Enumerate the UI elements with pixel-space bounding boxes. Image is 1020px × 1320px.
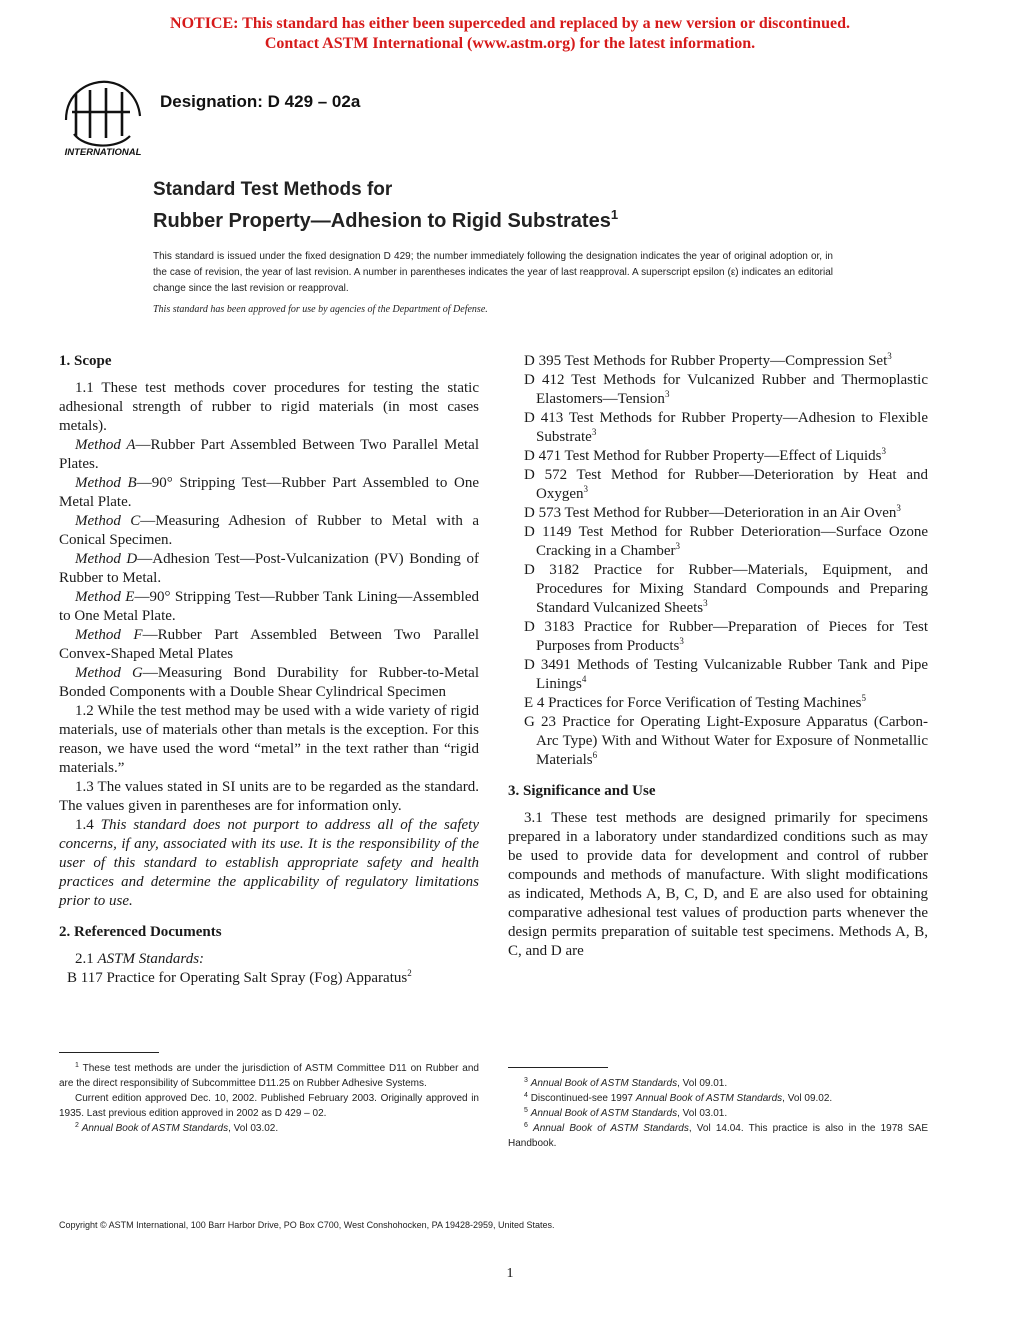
method-c: Method C—Measuring Adhesion of Rubber to Metal with a Conical Specimen. bbox=[59, 513, 479, 548]
method-f: Method F—Rubber Part Assembled Between Two Parallel Convex-Shaped Metal Plates bbox=[59, 627, 480, 662]
method-d-name: Method D bbox=[75, 551, 138, 567]
footnote-1-edition: Current edition approved Dec. 10, 2002. Published February 2003. Originally approved in 1935. Last previous edition approved in 2002 as D 429 – 02. bbox=[59, 1093, 479, 1119]
reference-item: D 1149 Test Method for Rubber Deterioration—Surface Ozone Cracking in a Chamber$^3$ bbox=[524, 524, 928, 559]
reference-item: D 395 Test Methods for Rubber Property—Compression Set$^3$ bbox=[524, 351, 892, 369]
method-f-name: Method F bbox=[75, 627, 143, 643]
notice-line-2: Contact ASTM International (www.astm.org) for the latest information. bbox=[264, 35, 756, 52]
issuance-note: This standard is issued under the fixed designation D 429; the number immediately following the designation indicates the year of original adoption or, in the case of revision, the year of last revision. A number in parentheses indicates the year of last reapproval. A superscript epsilon (ε) indicates an editorial change since the last revision or reapproval. bbox=[153, 251, 833, 294]
reference-item: D 3182 Practice for Rubber—Materials, Equipment, and Procedures for Mixing Standard Compounds and Preparing Standard Vulcanized Sheets$^3$ bbox=[524, 562, 928, 616]
safety-caveat: This standard does not purport to address all of the safety concerns, if any, associated with its use. It is the responsibility of the user of this standard to establish appropriate safety and health practices and determine the applicability of regulatory limitations prior to use. bbox=[59, 817, 480, 909]
method-a: Method A—Rubber Part Assembled Between Two Parallel Metal Plates. bbox=[59, 437, 479, 472]
footnotes-right bbox=[508, 1076, 928, 1151]
discontinued-notice bbox=[0, 14, 1020, 54]
reference-item: D 573 Test Method for Rubber—Deterioration in an Air Oven$^3$ bbox=[524, 503, 901, 521]
reference-item: D 3183 Practice for Rubber—Preparation of Pieces for Test Purposes from Products$^3$ bbox=[524, 619, 928, 654]
reference-item: D 471 Test Method for Rubber Property—Effect of Liquids$^3$ bbox=[524, 446, 887, 464]
reference-item: D 413 Test Methods for Rubber Property—Adhesion to Flexible Substrate$^3$ bbox=[524, 410, 928, 445]
footnote-4: $^4$ Discontinued-see 1997 Annual Book of ASTM Standards, Vol 09.02. bbox=[524, 1092, 833, 1104]
reference-list bbox=[508, 352, 928, 770]
method-d: Method D—Adhesion Test—Post-Vulcanization (PV) Bonding of Rubber to Metal. bbox=[59, 551, 479, 586]
paragraph-1-4: 1.4 This standard does not purport to address all of the safety concerns, if any, associated with its use. It is the responsibility of the user of this standard to establish appropriate safety and health practices and determine the applicability of regulatory limitations prior to use. bbox=[59, 817, 480, 909]
method-g-name: Method G bbox=[75, 665, 143, 681]
method-e: Method E—90° Stripping Test—Rubber Tank Lining—Assembled to One Metal Plate. bbox=[59, 589, 479, 624]
footnote-5: $^5$ Annual Book of ASTM Standards, Vol 03.01. bbox=[524, 1107, 728, 1119]
section-heading-referenced-documents: 2. Referenced Documents bbox=[59, 924, 222, 940]
reference-item: E 4 Practices for Force Verification of Testing Machines$^5$ bbox=[524, 693, 866, 711]
paragraph-3-1: 3.1 These test methods are designed primarily for specimens prepared in a laboratory under standardized conditions such as may be used to provide data for development and control of rubber compounds and methods of manufacture. With slight modifications as indicated, Methods A, B, C, D, and E are also used for obtaining comparative adhesional test values of production parts whenever the design permits preparation of suitable test specimens. Methods A, B, C, and D are bbox=[508, 810, 928, 959]
footnote-rule-left bbox=[59, 1052, 159, 1053]
footnote-6: $^6$ Annual Book of ASTM Standards, Vol 14.04. This practice is also in the 1978 SAE Handbook. bbox=[508, 1122, 928, 1149]
footnotes-left bbox=[59, 1061, 479, 1136]
astm-logo bbox=[60, 76, 146, 156]
method-c-name: Method C bbox=[75, 513, 141, 529]
paragraph-1-3: 1.3 The values stated in SI units are to be regarded as the standard. The values given in parentheses are for information only. bbox=[59, 779, 479, 814]
title-footnote-marker: 1 bbox=[610, 207, 619, 222]
method-b: Method B—90° Stripping Test—Rubber Part Assembled to One Metal Plate. bbox=[59, 475, 480, 510]
method-b-name: Method B bbox=[75, 475, 137, 491]
title-line-2: Rubber Property—Adhesion to Rigid Substrates bbox=[153, 210, 611, 232]
footnote-3: $^3$ Annual Book of ASTM Standards, Vol 09.01. bbox=[524, 1077, 728, 1089]
footnote-2: $^2$ Annual Book of ASTM Standards, Vol 03.02. bbox=[75, 1122, 279, 1134]
section-heading-scope: 1. Scope bbox=[59, 353, 112, 369]
page-number: 1 bbox=[506, 1266, 514, 1281]
left-column bbox=[59, 352, 479, 988]
dod-approval-note: This standard has been approved for use by agencies of the Department of Defense. bbox=[153, 304, 488, 315]
reference-item: G 23 Practice for Operating Light-Exposure Apparatus (Carbon-Arc Type) With and Without Water for Exposure of Nonmetallic Materials$^6$ bbox=[524, 714, 928, 768]
reference-item: D 412 Test Methods for Vulcanized Rubber and Thermoplastic Elastomers—Tension$^3$ bbox=[524, 372, 928, 407]
method-e-name: Method E bbox=[75, 589, 135, 605]
section-heading-significance: 3. Significance and Use bbox=[508, 783, 656, 799]
method-a-name: Method A bbox=[75, 437, 136, 453]
reference-item: D 3491 Methods of Testing Vulcanizable Rubber Tank and Pipe Linings$^4$ bbox=[524, 657, 928, 692]
footnote-rule-right bbox=[508, 1067, 608, 1068]
paragraph-1-2: 1.2 While the test method may be used with a wide variety of rigid materials, use of materials other than metals is the exception. For this reason, we have used the word “metal” in the text rather than “rigid materials.” bbox=[59, 703, 479, 776]
method-g: Method G—Measuring Bond Durability for Rubber-to-Metal Bonded Components with a Double Shear Cylindrical Specimen bbox=[59, 665, 479, 700]
logo-caption: INTERNATIONAL bbox=[64, 147, 142, 156]
reference-item: D 572 Test Method for Rubber—Deterioration by Heat and Oxygen$^3$ bbox=[524, 467, 928, 502]
footnote-1: $^1$ These test methods are under the jurisdiction of ASTM Committee D11 on Rubber and are the direct responsibility of Subcommittee D11.25 on Rubber Adhesive Systems. bbox=[59, 1062, 479, 1089]
designation: Designation: D 429 – 02a bbox=[160, 92, 361, 111]
notice-line-1: NOTICE: This standard has either been superceded and replaced by a new version or discontinued. bbox=[170, 15, 850, 32]
subsection-astm-standards: 2.1 ASTM Standards: bbox=[75, 951, 205, 967]
paragraph-1-1: 1.1 These test methods cover procedures for testing the static adhesional strength of rubber to rigid materials (in most cases metals). bbox=[59, 380, 479, 434]
reference-b117: B 117 Practice for Operating Salt Spray (Fog) Apparatus$^2$ bbox=[67, 968, 412, 986]
document-title bbox=[153, 178, 618, 234]
right-column bbox=[508, 352, 928, 961]
title-line-1: Standard Test Methods for bbox=[153, 179, 393, 200]
copyright-line: Copyright © ASTM International, 100 Barr Harbor Drive, PO Box C700, West Conshohocken, PA 19428-2959, United States. bbox=[59, 1220, 555, 1230]
